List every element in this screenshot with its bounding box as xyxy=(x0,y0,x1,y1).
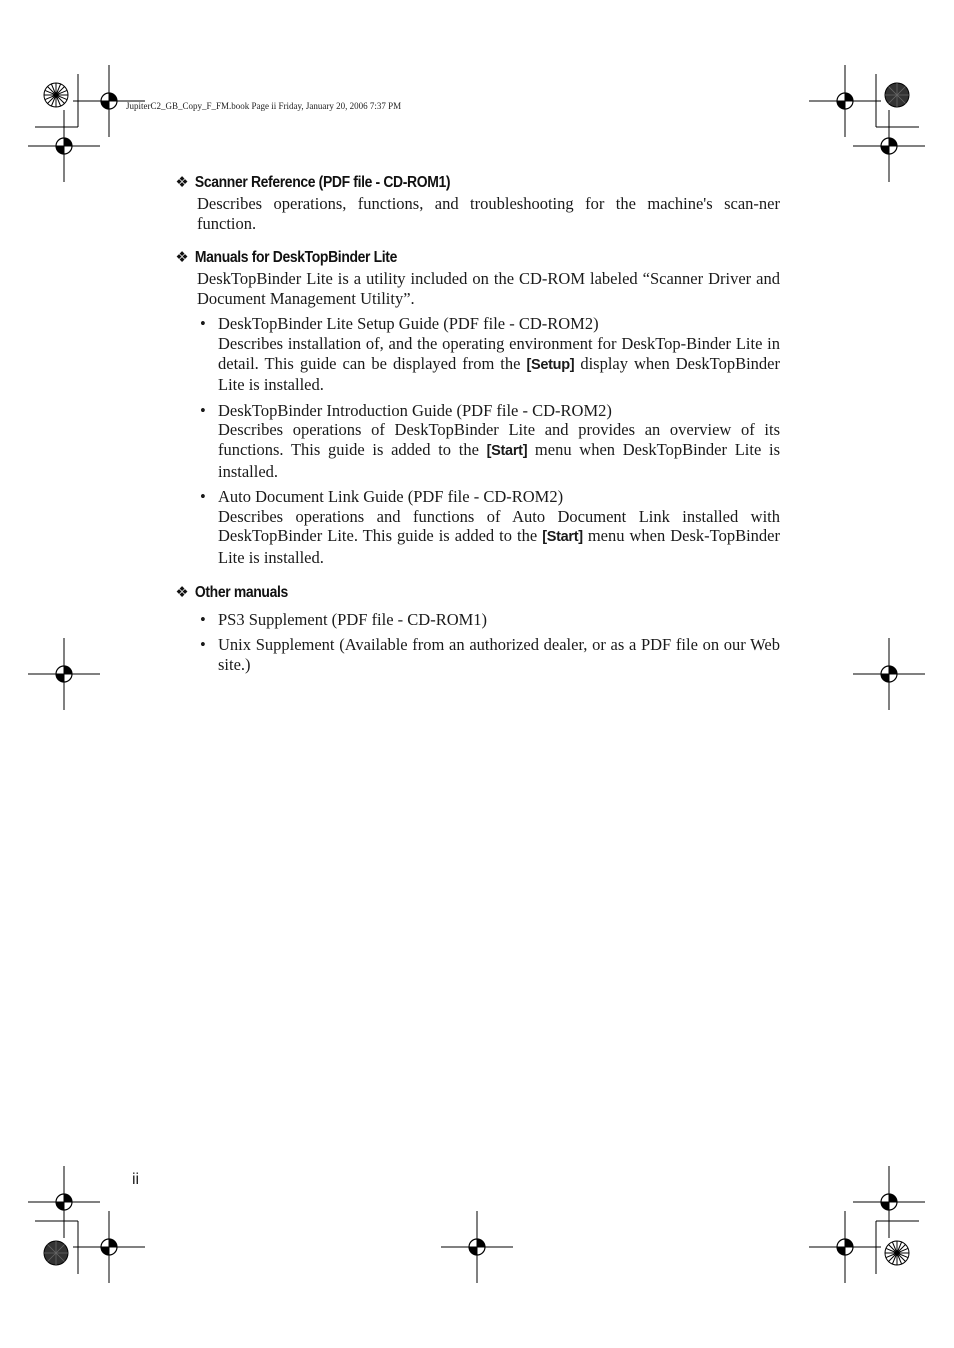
diamond-bullet-icon: ❖ xyxy=(175,174,189,191)
section-heading: ❖ Other manuals xyxy=(176,582,720,604)
item-title: Auto Document Link Guide (PDF file - CD-ROM2) xyxy=(218,487,564,507)
list-item xyxy=(197,401,780,481)
bullet-dot: • xyxy=(200,609,206,629)
bullet-dot: • xyxy=(200,400,206,420)
page-number: ii xyxy=(132,1171,140,1188)
item-title: DeskTopBinder Introduction Guide (PDF file - CD-ROM2) xyxy=(218,400,612,420)
section-heading: ❖ Manuals for DeskTopBinder Lite xyxy=(176,247,720,269)
item-title: PS3 Supplement (PDF file - CD-ROM1) xyxy=(218,609,488,629)
bullet-dot: • xyxy=(200,635,206,655)
key-label-setup: [Setup] xyxy=(526,356,575,373)
section-description: DeskTopBinder Lite is a utility included on the CD-ROM labeled “Scanner Driver and Document Management Utility”. xyxy=(197,269,780,308)
bullet-dot: • xyxy=(200,487,206,507)
diamond-bullet-icon: ❖ xyxy=(175,583,189,601)
section-desktopbinder-manuals xyxy=(176,247,780,567)
key-label-start: [Start] xyxy=(542,529,583,546)
diamond-bullet-icon: ❖ xyxy=(175,249,189,267)
item-description: Describes installation of, and the operating environment for DeskTop-Binder Lite in detail. This guide can be displayed from the [Setup] display when DeskTopBinder Lite is installed. xyxy=(218,333,780,395)
list-item xyxy=(197,314,780,394)
item-title: Unix Supplement (Available from an authorized dealer, or as a PDF file on our Web site.) xyxy=(218,635,780,674)
section-other-manuals xyxy=(176,582,780,675)
key-label-start: [Start] xyxy=(486,442,528,459)
manual-items xyxy=(197,610,780,675)
section-description: Describes operations, functions, and troubleshooting for the machine's scan-ner function. xyxy=(197,194,780,233)
print-file-header: JupiterC2_GB_Copy_F_FM.book Page ii Friday, January 20, 2006 7:37 PM xyxy=(126,101,402,111)
section-heading: ❖ Scanner Reference (PDF file - CD-ROM1) xyxy=(176,172,720,194)
manual-items xyxy=(197,314,780,567)
list-item xyxy=(197,610,780,630)
item-title: DeskTopBinder Lite Setup Guide (PDF file - CD-ROM2) xyxy=(218,314,599,334)
list-item xyxy=(197,635,780,674)
manual-list xyxy=(176,172,780,688)
section-scanner-reference xyxy=(176,172,780,233)
bullet-dot: • xyxy=(200,314,206,334)
item-description: Describes operations of DeskTopBinder Lite and provides an overview of its functions. This guide is added to the [Start] menu when DeskTopBinder Lite is installed. xyxy=(218,420,781,481)
list-item xyxy=(197,487,780,567)
item-description: Describes operations and functions of Auto Document Link installed with DeskTopBinder Lite. This guide is added to the [Start] menu when Desk-TopBinder Lite is installed. xyxy=(218,506,780,567)
